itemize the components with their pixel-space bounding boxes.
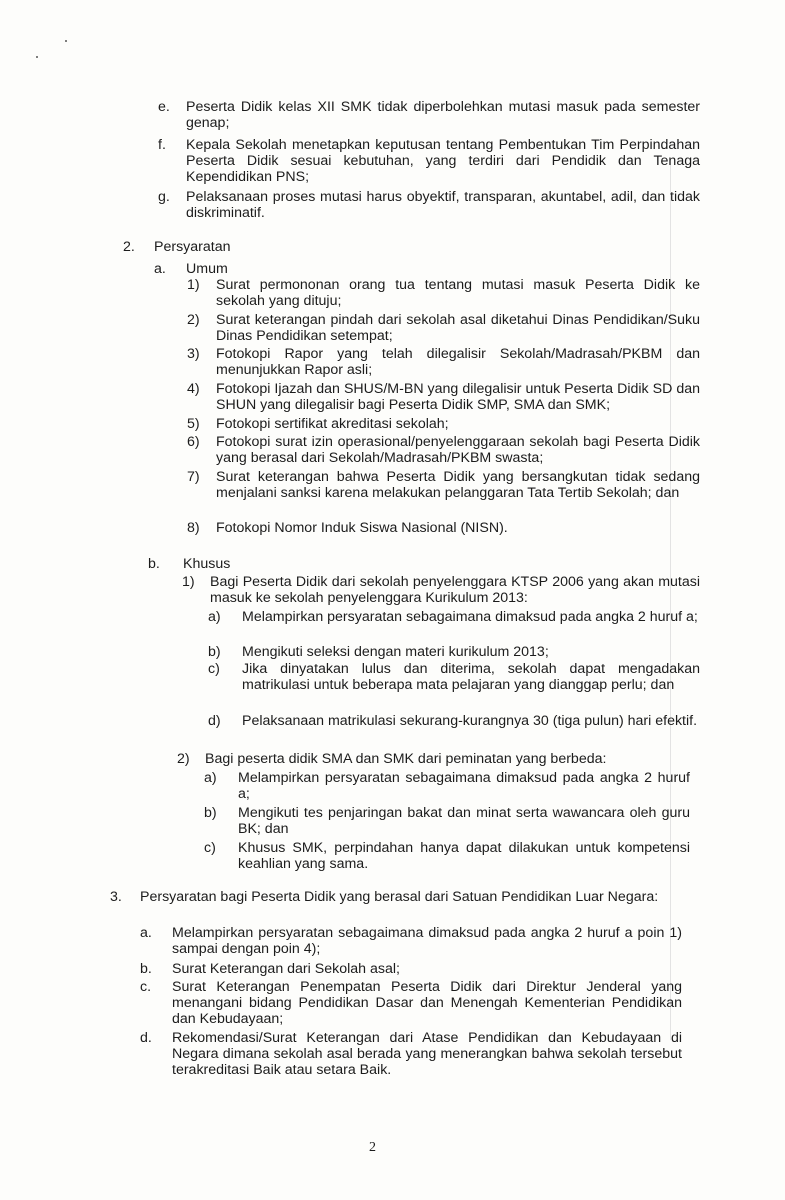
list-marker: e. — [158, 99, 170, 115]
list-marker: c) — [208, 661, 220, 677]
list-text: Bagi Peserta Didik dari sekolah penyelenggara KTSP 2006 yang akan mutasi masuk ke sekolah penyelenggara Kurikulum 2013: — [210, 574, 700, 606]
list-marker: 2) — [177, 751, 190, 767]
list-marker: f. — [158, 137, 166, 153]
list-text: Kepala Sekolah menetapkan keputusan tentang Pembentukan Tim Perpindahan Peserta Didik sesuai kebutuhan, yang terdiri dari Pendidik dan Tenaga Kependidikan PNS; — [186, 137, 700, 185]
list-marker: 1) — [182, 574, 195, 590]
list-text: Surat Keterangan Penempatan Peserta Didik dari Direktur Jenderal yang menangani bidang Pendidikan Dasar dan Menengah Kementerian Pendidikan dan Kebudayaan; — [172, 979, 682, 1027]
list-text: Rekomendasi/Surat Keterangan dari Atase Pendidikan dan Kebudayaan di Negara dimana sekolah asal berada yang menerangkan bahwa sekolah tersebut terakreditasi Baik atau setara Baik. — [172, 1030, 682, 1078]
list-marker: 2) — [187, 312, 200, 328]
list-marker: 6) — [187, 434, 200, 450]
list-text: Peserta Didik kelas XII SMK tidak diperbolehkan mutasi masuk pada semester genap; — [186, 99, 700, 131]
subsection-marker: a. — [154, 261, 166, 277]
list-marker: b) — [208, 644, 221, 660]
list-marker: 4) — [187, 381, 200, 397]
list-text: Mengikuti tes penjaringan bakat dan minat serta wawancara oleh guru BK; dan — [238, 805, 690, 837]
list-text: Fotokopi Ijazah dan SHUS/M-BN yang dilegalisir untuk Peserta Didik SD dan SHUN yang dilegalisir bagi Peserta Didik SMP, SMA dan SMK; — [216, 381, 700, 413]
list-text: Melampirkan persyaratan sebagaimana dimaksud pada angka 2 huruf a; — [238, 770, 690, 802]
list-marker: 7) — [187, 469, 200, 485]
list-text: Jika dinyatakan lulus dan diterima, sekolah dapat mengadakan matrikulasi untuk beberapa mata pelajaran yang dianggap perlu; dan — [242, 661, 700, 693]
list-marker: g. — [158, 189, 170, 205]
list-text: Surat Keterangan dari Sekolah asal; — [172, 961, 400, 977]
list-text: Fotokopi sertifikat akreditasi sekolah; — [216, 416, 449, 432]
page-number: 2 — [369, 1140, 376, 1155]
subsection-marker: b. — [148, 556, 160, 572]
list-marker: a) — [208, 609, 221, 625]
list-marker: c. — [140, 979, 152, 995]
list-text: Surat keterangan bahwa Peserta Didik yang bersangkutan tidak sedang menjalani sanksi karena melakukan pelanggaran Tata Tertib Sekolah; dan — [216, 469, 700, 501]
list-text: Fotokopi surat izin operasional/penyelenggaraan sekolah bagi Peserta Didik yang berasal dari Sekolah/Madrasah/PKBM swasta; — [216, 434, 700, 466]
list-text: Surat keterangan pindah dari sekolah asal diketahui Dinas Pendidikan/Suku Dinas Pendidikan setempat; — [216, 312, 700, 344]
list-text: Khusus SMK, perpindahan hanya dapat dilakukan untuk kompetensi keahlian yang sama. — [238, 840, 690, 872]
section-number: 3. — [110, 889, 122, 905]
list-marker: 8) — [187, 520, 200, 536]
list-marker: d. — [140, 1030, 152, 1046]
section-number: 2. — [123, 239, 135, 255]
list-text: Fotokopi Rapor yang telah dilegalisir Sekolah/Madrasah/PKBM dan menunjukkan Rapor asli; — [216, 346, 700, 378]
list-marker: a. — [140, 925, 152, 941]
list-marker: c) — [204, 840, 216, 856]
section-title: Persyaratan — [154, 239, 231, 255]
list-text: Melampirkan persyaratan sebagaimana dimaksud pada angka 2 huruf a; — [242, 609, 698, 625]
list-text: Pelaksanaan matrikulasi sekurang-kurangnya 30 (tiga pulun) hari efektif. — [242, 713, 698, 729]
list-text: Mengikuti seleksi dengan materi kurikulum 2013; — [242, 644, 549, 660]
list-marker: 1) — [187, 277, 200, 293]
list-text: Fotokopi Nomor Induk Siswa Nasional (NISN). — [216, 520, 508, 536]
list-text: Melampirkan persyaratan sebagaimana dimaksud pada angka 2 huruf a poin 1) sampai dengan poin 4); — [172, 925, 682, 957]
list-text: Bagi peserta didik SMA dan SMK dari peminatan yang berbeda: — [205, 751, 607, 767]
subsection-title: Umum — [186, 261, 228, 277]
list-text: Pelaksanaan proses mutasi harus obyektif, transparan, akuntabel, adil, dan tidak diskriminatif. — [186, 189, 700, 221]
section-title: Persyaratan bagi Peserta Didik yang berasal dari Satuan Pendidikan Luar Negara: — [140, 889, 659, 905]
subsection-title: Khusus — [183, 556, 231, 572]
list-marker: 5) — [187, 416, 200, 432]
list-marker: a) — [204, 770, 217, 786]
list-marker: d) — [208, 713, 221, 729]
scan-speck — [65, 40, 67, 42]
list-marker: b) — [204, 805, 217, 821]
scan-speck — [36, 56, 38, 58]
list-text: Surat permononan orang tua tentang mutasi masuk Peserta Didik ke sekolah yang dituju; — [216, 277, 700, 309]
list-marker: b. — [140, 961, 152, 977]
list-marker: 3) — [187, 346, 200, 362]
